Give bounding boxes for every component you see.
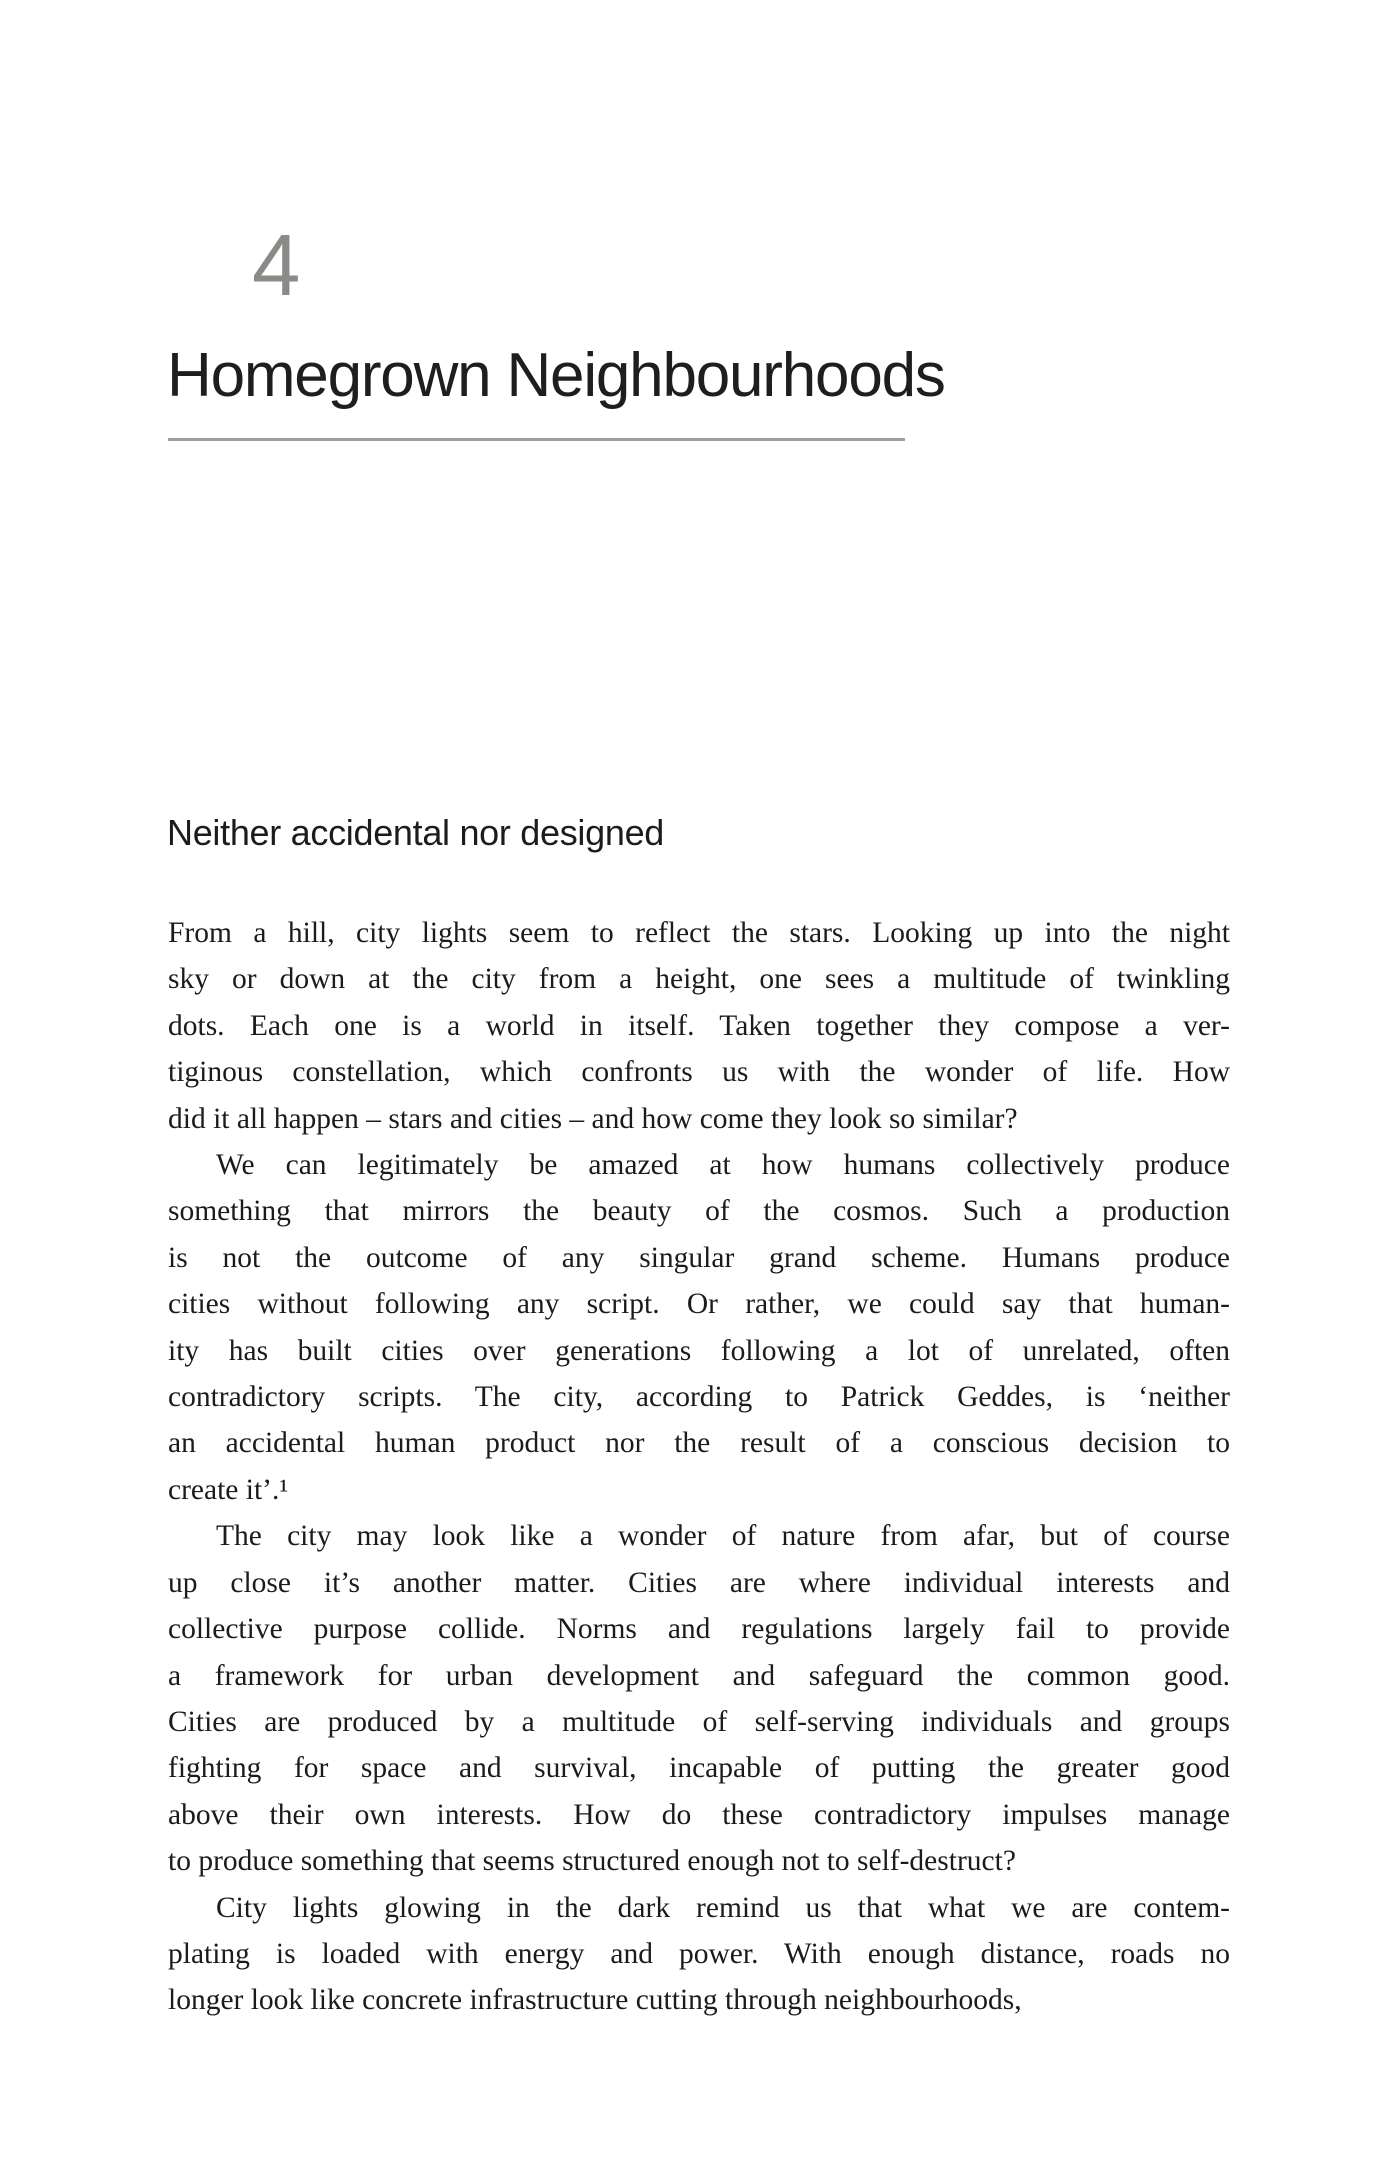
text-line: sky or down at the city from a height, one sees a multitude of twinkling [168, 963, 1230, 996]
text-line: plating is loaded with energy and power. With enough distance, roads no [168, 1937, 1230, 1970]
paragraph [168, 1885, 1230, 2024]
text-line: something that mirrors the beauty of the cosmos. Such a production [168, 1195, 1230, 1228]
text-line: longer look like concrete infrastructure cutting through neighbourhoods, [168, 1984, 1022, 2017]
paragraph [168, 1513, 1230, 1884]
text-line: ity has built cities over generations following a lot of unrelated, often [168, 1334, 1230, 1367]
section-heading: Neither accidental nor designed [167, 812, 665, 853]
text-line: create it’.¹ [168, 1473, 289, 1506]
text-line: The city may look like a wonder of nature from afar, but of course [216, 1520, 1230, 1553]
body-text [168, 910, 1230, 2024]
text-line: Cities are produced by a multitude of self-serving individuals and groups [168, 1705, 1230, 1738]
text-line: to produce something that seems structured enough not to self-destruct? [168, 1845, 1016, 1878]
text-line: contradictory scripts. The city, according to Patrick Geddes, is ‘neither [168, 1381, 1230, 1414]
text-line: collective purpose collide. Norms and regulations largely fail to provide [168, 1613, 1230, 1646]
text-line: an accidental human product nor the result of a conscious decision to [168, 1427, 1230, 1460]
text-line: a framework for urban development and safeguard the common good. [168, 1659, 1230, 1692]
text-line: dots. Each one is a world in itself. Taken together they compose a ver- [168, 1009, 1230, 1042]
text-line: tiginous constellation, which confronts us with the wonder of life. How [168, 1056, 1230, 1089]
title-rule-divider [168, 438, 905, 441]
chapter-number: 4 [252, 217, 299, 314]
chapter-title: Homegrown Neighbourhoods [167, 341, 945, 410]
paragraph [168, 1142, 1230, 1513]
text-line: We can legitimately be amazed at how humans collectively produce [216, 1149, 1230, 1182]
text-line: did it all happen – stars and cities – and how come they look so similar? [168, 1102, 1018, 1135]
text-line: City lights glowing in the dark remind us that what we are contem- [216, 1891, 1230, 1924]
text-line: above their own interests. How do these contradictory impulses manage [168, 1798, 1230, 1831]
paragraph [168, 910, 1230, 1142]
text-line: up close it’s another matter. Cities are where individual interests and [168, 1566, 1230, 1599]
text-line: cities without following any script. Or rather, we could say that human- [168, 1288, 1230, 1321]
text-line: is not the outcome of any singular grand scheme. Humans produce [168, 1241, 1230, 1274]
text-line: From a hill, city lights seem to reflect the stars. Looking up into the night [168, 917, 1230, 949]
text-line: fighting for space and survival, incapable of putting the greater good [168, 1752, 1230, 1785]
